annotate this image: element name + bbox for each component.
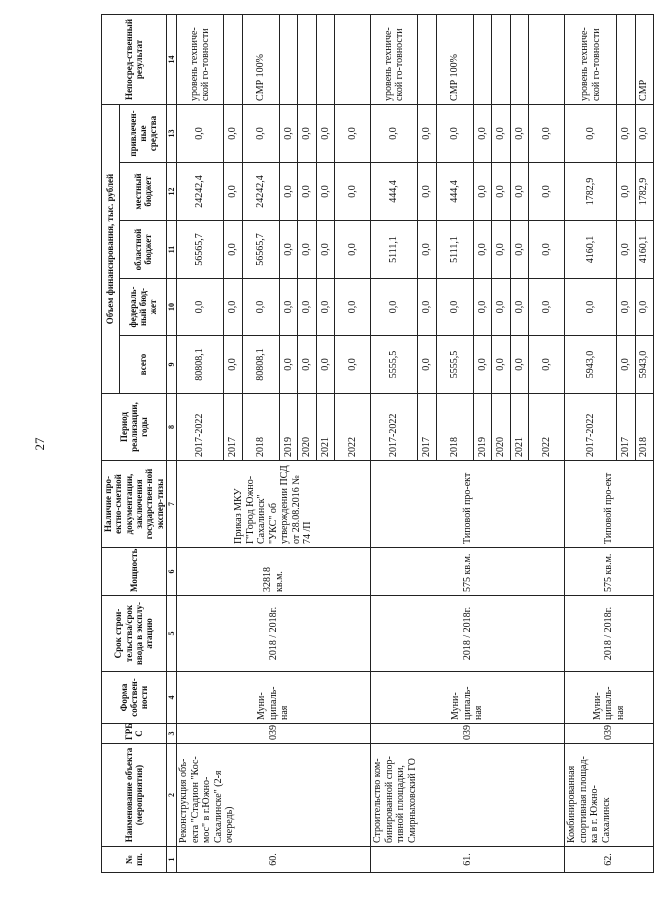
federal-budget-cell: 0,0 <box>635 279 653 336</box>
federal-budget-cell: 0,0 <box>418 279 437 336</box>
result-cell <box>298 14 317 104</box>
result-cell <box>510 14 529 104</box>
attracted-funds-cell: 0,0 <box>335 104 371 162</box>
result-cell: уровень техниче-ской го-товности <box>371 14 418 104</box>
regional-budget-cell: 0,0 <box>529 221 565 279</box>
federal-budget-cell: 0,0 <box>510 279 529 336</box>
result-cell: уровень техниче-ской го-товности <box>177 14 224 104</box>
construction-term: 2018 / 2018г. <box>177 596 371 672</box>
result-cell <box>335 14 371 104</box>
regional-budget-cell: 0,0 <box>224 221 243 279</box>
period-cell: 2017-2022 <box>565 394 617 461</box>
total-cell: 0,0 <box>279 336 298 394</box>
header-federal-budget: федераль-ный бюд-жет <box>120 279 167 336</box>
result-cell: СМР <box>635 14 653 104</box>
attracted-funds-cell: 0,0 <box>473 104 492 162</box>
total-cell: 0,0 <box>335 336 371 394</box>
federal-budget-cell: 0,0 <box>436 279 473 336</box>
grbs-code: 039 <box>565 724 654 744</box>
local-budget-cell: 24242,4 <box>177 163 224 221</box>
ownership-form: Муни-ципаль-ная <box>177 672 371 724</box>
column-number-row <box>167 14 177 872</box>
local-budget-cell: 444,4 <box>371 163 418 221</box>
attracted-funds-cell: 0,0 <box>177 104 224 162</box>
object-name: Строительство ком-бинированной спор-тивной площадки, Смирныховский ГО <box>371 744 565 847</box>
local-budget-cell: 0,0 <box>510 163 529 221</box>
object-name: Комбинированная спортивная площад-ка в г. Южно-Сахалинск <box>565 744 654 847</box>
total-cell: 0,0 <box>298 336 317 394</box>
result-cell <box>316 14 335 104</box>
local-budget-cell: 0,0 <box>418 163 437 221</box>
period-cell: 2019 <box>473 394 492 461</box>
result-cell <box>224 14 243 104</box>
header-capacity: Мощность <box>102 548 167 596</box>
column-number: 13 <box>167 104 177 162</box>
local-budget-cell: 0,0 <box>529 163 565 221</box>
project-total-row <box>371 14 418 872</box>
total-cell: 80808,1 <box>177 336 224 394</box>
column-number: 4 <box>167 672 177 724</box>
column-number: 9 <box>167 336 177 394</box>
result-cell <box>529 14 565 104</box>
column-number: 7 <box>167 461 177 548</box>
total-cell: 5943,0 <box>635 336 653 394</box>
result-cell: уровень техниче-ской го-товности <box>565 14 617 104</box>
local-budget-cell: 0,0 <box>492 163 511 221</box>
total-cell: 80808,1 <box>242 336 279 394</box>
project-total-row <box>565 14 617 872</box>
regional-budget-cell: 4160,1 <box>635 221 653 279</box>
attracted-funds-cell: 0,0 <box>635 104 653 162</box>
financing-table <box>101 14 654 873</box>
total-cell: 0,0 <box>492 336 511 394</box>
regional-budget-cell: 4160,1 <box>565 221 617 279</box>
local-budget-cell: 0,0 <box>335 163 371 221</box>
header-ownership-form: Форма собствен-ности <box>102 672 167 724</box>
header-attracted-funds: привлечен-ные средства <box>120 104 167 162</box>
header-regional-budget: областной бюджет <box>120 221 167 279</box>
local-budget-cell: 24242,4 <box>242 163 279 221</box>
period-cell: 2022 <box>335 394 371 461</box>
total-cell: 0,0 <box>316 336 335 394</box>
local-budget-cell: 0,0 <box>473 163 492 221</box>
result-cell <box>492 14 511 104</box>
period-cell: 2018 <box>242 394 279 461</box>
attracted-funds-cell: 0,0 <box>316 104 335 162</box>
header-direct-result: Непосред-ственный результат <box>102 14 167 104</box>
attracted-funds-cell: 0,0 <box>418 104 437 162</box>
local-budget-cell: 0,0 <box>224 163 243 221</box>
table-body <box>177 14 653 872</box>
regional-budget-cell: 0,0 <box>298 221 317 279</box>
attracted-funds-cell: 0,0 <box>298 104 317 162</box>
page-number: 27 <box>32 437 47 451</box>
project-number: 60. <box>177 847 371 873</box>
total-cell: 5555,5 <box>371 336 418 394</box>
total-cell: 0,0 <box>473 336 492 394</box>
column-number: 1 <box>167 847 177 873</box>
header-local-budget: местный бюджет <box>120 163 167 221</box>
attracted-funds-cell: 0,0 <box>492 104 511 162</box>
result-cell <box>279 14 298 104</box>
period-cell: 2017 <box>617 394 636 461</box>
column-number: 14 <box>167 14 177 104</box>
attracted-funds-cell: 0,0 <box>617 104 636 162</box>
federal-budget-cell: 0,0 <box>224 279 243 336</box>
federal-budget-cell: 0,0 <box>529 279 565 336</box>
header-period: Период реализации, годы <box>102 394 167 461</box>
regional-budget-cell: 0,0 <box>473 221 492 279</box>
project-number: 62. <box>565 847 654 873</box>
federal-budget-cell: 0,0 <box>177 279 224 336</box>
construction-term: 2018 / 2018г. <box>565 596 654 672</box>
regional-budget-cell: 0,0 <box>316 221 335 279</box>
header-financing-volume: Объем финансирования, тыс. рублей <box>102 104 120 393</box>
column-number: 2 <box>167 744 177 847</box>
attracted-funds-cell: 0,0 <box>224 104 243 162</box>
local-budget-cell: 1782,9 <box>635 163 653 221</box>
column-number: 6 <box>167 548 177 596</box>
period-cell: 2018 <box>436 394 473 461</box>
regional-budget-cell: 0,0 <box>418 221 437 279</box>
regional-budget-cell: 56565,7 <box>177 221 224 279</box>
period-cell: 2019 <box>279 394 298 461</box>
grbs-code: 039 <box>371 724 565 744</box>
result-cell <box>473 14 492 104</box>
header-project-documentation: Наличие про-ектно-сметной документации, заключения государствен-ной экспер-тизы <box>102 461 167 548</box>
result-cell: СМР 100% <box>242 14 279 104</box>
federal-budget-cell: 0,0 <box>473 279 492 336</box>
attracted-funds-cell: 0,0 <box>436 104 473 162</box>
attracted-funds-cell: 0,0 <box>279 104 298 162</box>
total-cell: 0,0 <box>418 336 437 394</box>
header-object-name: Наименование объекта (мероприятия) <box>102 744 167 847</box>
total-cell: 0,0 <box>617 336 636 394</box>
federal-budget-cell: 0,0 <box>565 279 617 336</box>
project-number: 61. <box>371 847 565 873</box>
period-cell: 2017-2022 <box>177 394 224 461</box>
ownership-form: Муни-ципаль-ная <box>565 672 654 724</box>
column-number: 11 <box>167 221 177 279</box>
column-number: 12 <box>167 163 177 221</box>
total-cell: 0,0 <box>224 336 243 394</box>
attracted-funds-cell: 0,0 <box>242 104 279 162</box>
federal-budget-cell: 0,0 <box>242 279 279 336</box>
column-number: 3 <box>167 724 177 744</box>
total-cell: 5555,5 <box>436 336 473 394</box>
federal-budget-cell: 0,0 <box>617 279 636 336</box>
regional-budget-cell: 0,0 <box>279 221 298 279</box>
project-documentation: Типовой про-ект <box>371 461 565 548</box>
total-cell: 5943,0 <box>565 336 617 394</box>
local-budget-cell: 1782,9 <box>565 163 617 221</box>
result-cell <box>617 14 636 104</box>
construction-term: 2018 / 2018г. <box>371 596 565 672</box>
period-cell: 2021 <box>316 394 335 461</box>
federal-budget-cell: 0,0 <box>371 279 418 336</box>
project-total-row <box>177 14 224 872</box>
capacity: 575 кв.м. <box>371 548 565 596</box>
local-budget-cell: 0,0 <box>298 163 317 221</box>
attracted-funds-cell: 0,0 <box>565 104 617 162</box>
regional-budget-cell: 5111,1 <box>371 221 418 279</box>
period-cell: 2020 <box>492 394 511 461</box>
total-cell: 0,0 <box>510 336 529 394</box>
total-cell: 0,0 <box>529 336 565 394</box>
ownership-form: Муни-ципаль-ная <box>371 672 565 724</box>
regional-budget-cell: 0,0 <box>510 221 529 279</box>
local-budget-cell: 0,0 <box>617 163 636 221</box>
regional-budget-cell: 0,0 <box>492 221 511 279</box>
federal-budget-cell: 0,0 <box>316 279 335 336</box>
header-grbs: ГРБ С <box>102 724 167 744</box>
period-cell: 2017-2022 <box>371 394 418 461</box>
capacity: 575 кв.м. <box>565 548 654 596</box>
period-cell: 2018 <box>635 394 653 461</box>
regional-budget-cell: 0,0 <box>617 221 636 279</box>
period-cell: 2021 <box>510 394 529 461</box>
period-cell: 2020 <box>298 394 317 461</box>
period-cell: 2017 <box>224 394 243 461</box>
regional-budget-cell: 0,0 <box>335 221 371 279</box>
federal-budget-cell: 0,0 <box>335 279 371 336</box>
attracted-funds-cell: 0,0 <box>510 104 529 162</box>
federal-budget-cell: 0,0 <box>279 279 298 336</box>
project-documentation: Типовой про-ект <box>565 461 654 548</box>
attracted-funds-cell: 0,0 <box>529 104 565 162</box>
federal-budget-cell: 0,0 <box>492 279 511 336</box>
grbs-code: 039 <box>177 724 371 744</box>
table-header <box>102 14 177 872</box>
header-number: № пп. <box>102 847 167 873</box>
result-cell <box>418 14 437 104</box>
project-documentation: Приказ МКУ Г"Город Южно-Сахалинск" "УКС" об утверждении ПСД от 28.08.2016 № 74 /П <box>177 461 371 548</box>
column-number: 8 <box>167 394 177 461</box>
period-cell: 2017 <box>418 394 437 461</box>
attracted-funds-cell: 0,0 <box>371 104 418 162</box>
object-name: Реконструкция объ-екта "Стадион "Кос-мос" в г.Южно-Сахалинске" (2-я очередь) <box>177 744 371 847</box>
rotated-table-sheet <box>101 15 650 873</box>
federal-budget-cell: 0,0 <box>298 279 317 336</box>
regional-budget-cell: 56565,7 <box>242 221 279 279</box>
regional-budget-cell: 5111,1 <box>436 221 473 279</box>
local-budget-cell: 0,0 <box>279 163 298 221</box>
result-cell: СМР 100% <box>436 14 473 104</box>
capacity: 32818 кв.м. <box>177 548 371 596</box>
header-construction-term: Срок строи-тельства/срок ввода в эксплу-атацию <box>102 596 167 672</box>
local-budget-cell: 444,4 <box>436 163 473 221</box>
column-number: 5 <box>167 596 177 672</box>
local-budget-cell: 0,0 <box>316 163 335 221</box>
header-total: всего <box>120 336 167 394</box>
column-number: 10 <box>167 279 177 336</box>
period-cell: 2022 <box>529 394 565 461</box>
